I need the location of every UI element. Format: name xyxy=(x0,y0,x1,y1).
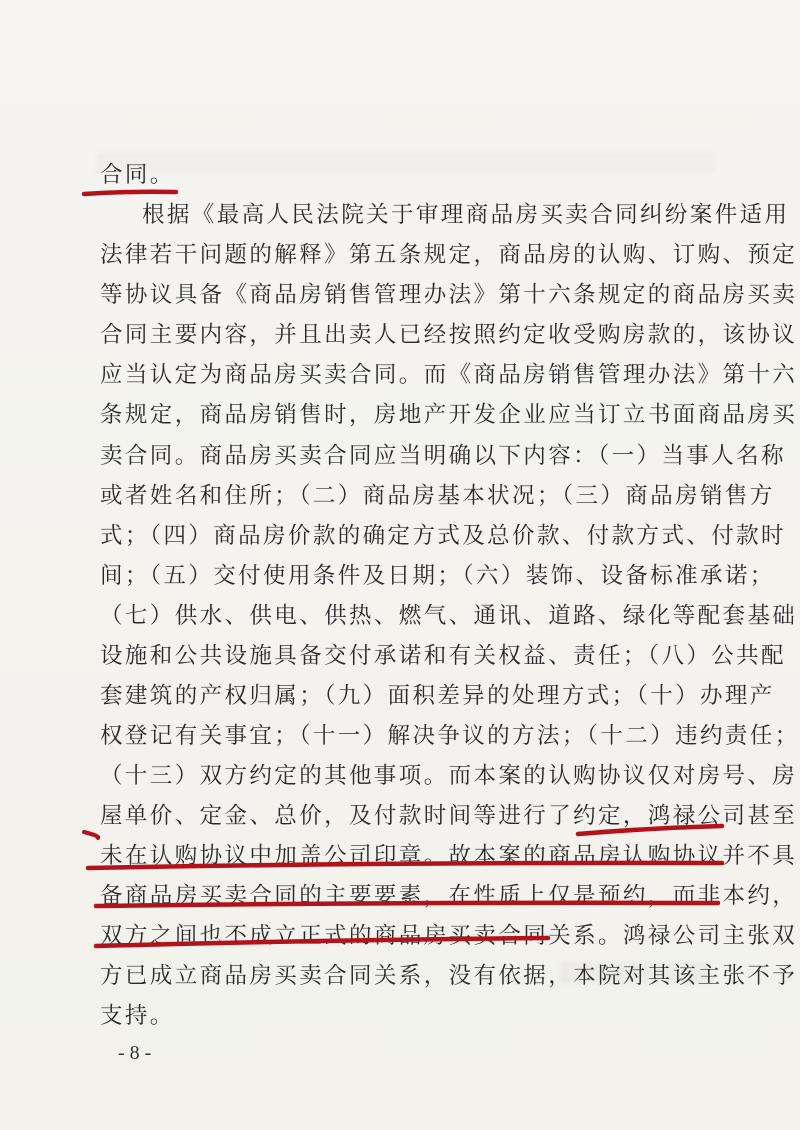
text-line: 合同。 xyxy=(100,162,175,188)
text-line: 式；（四）商品房价款的确定方式及总价款、付款方式、付款时 xyxy=(100,523,786,549)
text-line: 条规定，商品房销售时，房地产开发企业应当订立书面商品房买 xyxy=(100,402,798,428)
text-line: 未在认购协议中加盖公司印章。故本案的商品房认购协议并不具 xyxy=(100,843,798,869)
underline-mark xyxy=(84,832,98,838)
text-line: 卖合同。商品房买卖合同应当明确以下内容：（一）当事人名称 xyxy=(100,443,786,469)
text-line: 根据《最高人民法院关于审理商品房买卖合同纠纷案件适用 xyxy=(142,202,790,228)
page-number: - 8 - xyxy=(118,1042,152,1064)
text-line: 方已成立商品房买卖合同关系，没有依据，本院对其该主张不予 xyxy=(100,963,798,989)
text-line: 备商品房买卖合同的主要要素，在性质上仅是预约，而非本约， xyxy=(100,883,798,909)
text-line: 双方之间也不成立正式的商品房买卖合同关系。鸿禄公司主张双 xyxy=(100,923,798,949)
text-line: 合同主要内容，并且出卖人已经按照约定收受购房款的，该协议 xyxy=(100,322,798,348)
text-line: （七）供水、供电、供热、燃气、通讯、道路、绿化等配套基础 xyxy=(100,603,798,629)
text-line: 权登记有关事宜；（十一）解决争议的方法；（十二）违约责任； xyxy=(100,723,800,749)
text-line: 法律若干问题的解释》第五条规定，商品房的认购、订购、预定 xyxy=(100,242,798,268)
text-line: 或者姓名和住所；（二）商品房基本状况；（三）商品房销售方 xyxy=(100,483,775,509)
text-line: 应当认定为商品房买卖合同。而《商品房销售管理办法》第十六 xyxy=(100,362,798,388)
text-line: 支持。 xyxy=(100,1003,175,1029)
text-line: 套建筑的产权归属；（九）面积差异的处理方式；（十）办理产 xyxy=(100,683,775,709)
text-line: 屋单价、定金、总价，及付款时间等进行了约定，鸿禄公司甚至 xyxy=(100,803,798,829)
text-line: 等协议具备《商品房销售管理办法》第十六条规定的商品房买卖 xyxy=(100,282,798,308)
text-line: 设施和公共设施具备交付承诺和有关权益、责任；（八）公共配 xyxy=(100,643,786,669)
text-line: 间；（五）交付使用条件及日期；（六）装饰、设备标准承诺； xyxy=(100,563,775,589)
text-line: （十三）双方约定的其他事项。而本案的认购协议仅对房号、房 xyxy=(100,763,798,789)
